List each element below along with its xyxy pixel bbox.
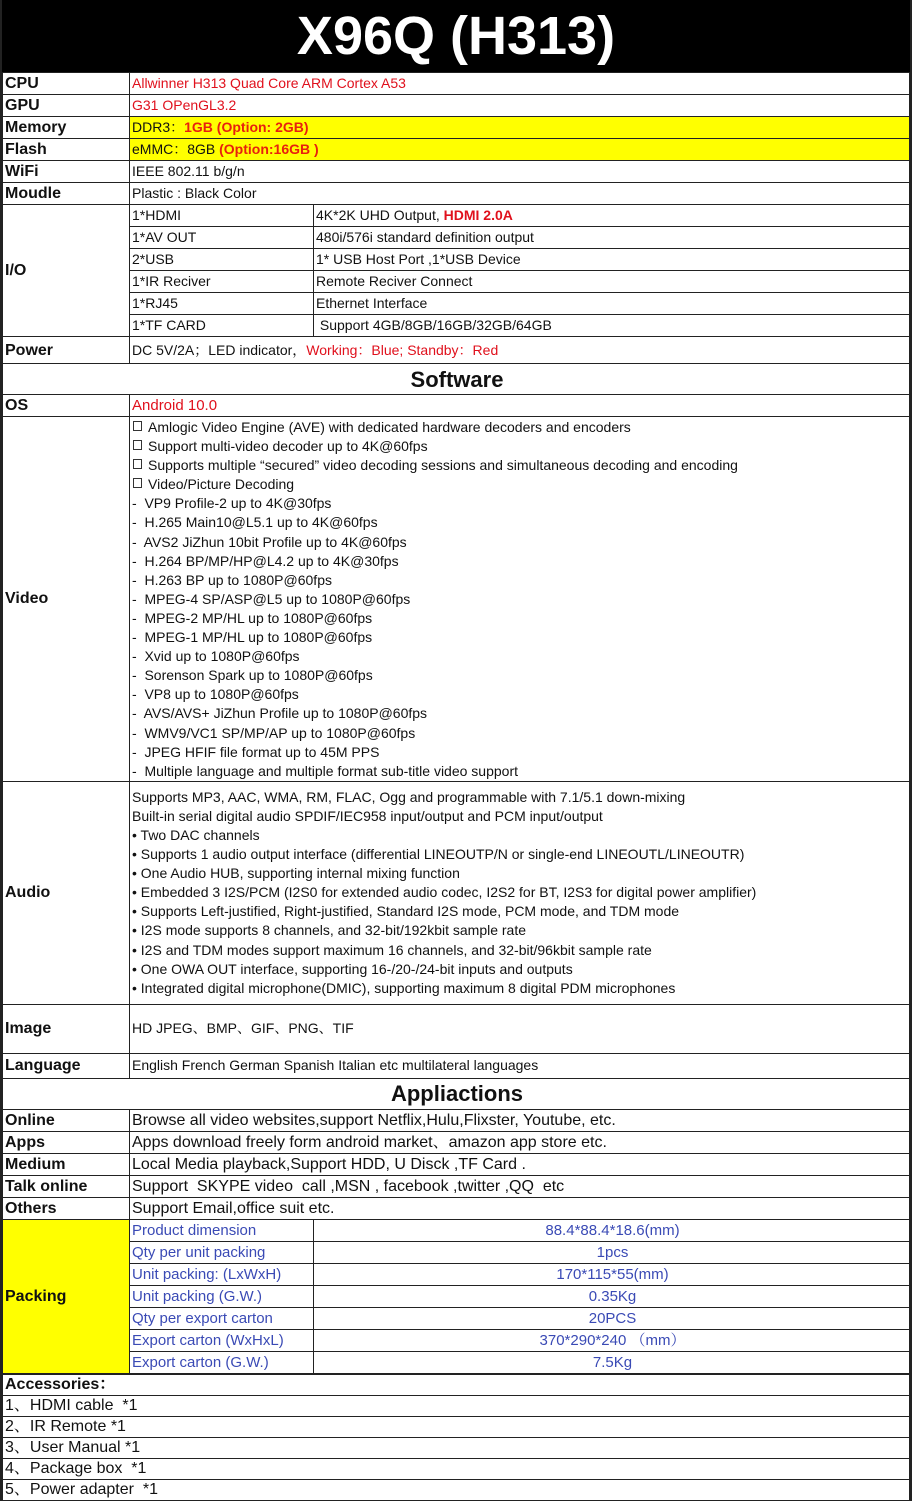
accessory-item-text: 2、IR Remote *1 <box>3 1416 910 1437</box>
video-feature-item: - H.265 Main10@L5.1 up to 4K@60fps <box>132 514 378 531</box>
flash-prefix: eMMC：8GB <box>132 141 220 157</box>
io-port: 1*TF CARD <box>130 315 314 337</box>
hardware-table <box>2 72 910 1374</box>
language-value: English French German Spanish Italian etc multilateral languages <box>130 1053 910 1078</box>
app-row <box>3 1175 910 1197</box>
flash-label: Flash <box>3 139 130 161</box>
accessories-heading-row <box>3 1374 910 1395</box>
app-value: Browse all video websites,support Netflix,Hulu,Flixster, Youtube, etc. <box>130 1109 910 1131</box>
image-value: HD JPEG、BMP、GIF、PNG、TIF <box>130 1004 910 1053</box>
power-value <box>130 337 910 364</box>
video-feature-item: - VP9 Profile-2 up to 4K@30fps <box>132 495 332 512</box>
dash-marker: - <box>132 609 145 626</box>
dash-marker: - <box>132 629 145 646</box>
page-title: X96Q (H313) <box>2 0 910 72</box>
packing-value: 88.4*88.4*18.6(mm) <box>314 1219 910 1241</box>
io-port: 1*HDMI <box>130 205 314 227</box>
packing-value: 0.35Kg <box>314 1285 910 1307</box>
memory-row <box>3 117 910 139</box>
cpu-label: CPU <box>3 73 130 95</box>
packing-key: Export carton (G.W.) <box>130 1351 314 1373</box>
wifi-value: IEEE 802.11 b/g/n <box>130 161 910 183</box>
io-desc: Remote Reciver Connect <box>314 271 910 293</box>
video-label: Video <box>3 417 130 782</box>
audio-feature-item: • Supports Left-justified, Right-justified, Standard I2S mode, PCM mode, and TDM mode <box>132 903 680 920</box>
gpu-label: GPU <box>3 95 130 117</box>
dash-marker: - <box>132 743 145 760</box>
cpu-row <box>3 73 910 95</box>
io-row <box>3 271 910 293</box>
packing-row <box>3 1351 910 1373</box>
video-feature-item: Support multi-video decoder up to 4K@60fps <box>132 437 909 456</box>
app-value: Support SKYPE video call ,MSN , facebook ,twitter ,QQ etc <box>130 1175 910 1197</box>
dash-marker: - <box>132 667 145 684</box>
cpu-value: Allwinner H313 Quad Core ARM Cortex A53 <box>130 73 910 95</box>
io-label: I/O <box>3 205 130 337</box>
moudle-value: Plastic : Black Color <box>130 183 910 205</box>
app-row <box>3 1197 910 1219</box>
accessory-item <box>3 1479 910 1500</box>
video-row <box>3 417 910 782</box>
software-heading-row <box>3 364 910 395</box>
video-feature-item: - Sorenson Spark up to 1080P@60fps <box>132 667 373 684</box>
accessory-item-text: 5、Power adapter *1 <box>3 1479 910 1500</box>
io-desc: 480i/576i standard definition output <box>314 227 910 249</box>
video-feature-item: - Multiple language and multiple format sub-title video support <box>132 762 518 779</box>
io-desc: Support 4GB/8GB/16GB/32GB/64GB <box>314 315 910 337</box>
dash-marker: - <box>132 705 144 722</box>
video-feature-item: - WMV9/VC1 SP/MP/AP up to 1080P@60fps <box>132 724 416 741</box>
memory-option: 1GB (Option: 2GB) <box>184 119 309 135</box>
dash-marker: - <box>132 571 145 588</box>
io-port: 1*RJ45 <box>130 293 314 315</box>
audio-label: Audio <box>3 781 130 1004</box>
audio-feature-item: • One Audio HUB, supporting internal mixing function <box>132 865 460 882</box>
accessory-item-text: 3、User Manual *1 <box>3 1437 910 1458</box>
app-value: Local Media playback,Support HDD, U Disck ,TF Card . <box>130 1153 910 1175</box>
audio-feature-item: • One OWA OUT interface, supporting 16-/20-/24-bit inputs and outputs <box>132 960 573 977</box>
video-feature-item: - VP8 up to 1080P@60fps <box>132 686 299 703</box>
io-row <box>3 227 910 249</box>
app-value: Apps download freely form android market、amazon app store etc. <box>130 1131 910 1153</box>
video-feature-item: Supports multiple “secured” video decoding sessions and simultaneous decoding and encoding <box>132 456 909 475</box>
io-port: 1*IR Reciver <box>130 271 314 293</box>
os-row <box>3 395 910 417</box>
image-row <box>3 1004 910 1053</box>
io-desc <box>314 205 910 227</box>
applications-heading: Appliactions <box>3 1078 910 1109</box>
packing-key: Qty per export carton <box>130 1307 314 1329</box>
packing-key: Unit packing (G.W.) <box>130 1285 314 1307</box>
app-label: Apps <box>3 1131 130 1153</box>
io-desc: 1* USB Host Port ,1*USB Device <box>314 249 910 271</box>
accessory-item <box>3 1437 910 1458</box>
dash-marker: - <box>132 514 145 531</box>
video-feature-item: Video/Picture Decoding <box>132 475 909 494</box>
memory-value <box>130 117 910 139</box>
software-heading: Software <box>3 364 910 395</box>
os-value: Android 10.0 <box>130 395 910 417</box>
audio-feature-item: Built-in serial digital audio SPDIF/IEC958 input/output and PCM input/output <box>132 807 603 824</box>
packing-row <box>3 1241 910 1263</box>
packing-row <box>3 1285 910 1307</box>
flash-row <box>3 139 910 161</box>
dash-marker: - <box>132 495 145 512</box>
audio-row <box>3 781 910 1004</box>
video-feature-item: - MPEG-2 MP/HL up to 1080P@60fps <box>132 609 373 626</box>
packing-key: Unit packing: (LxWxH) <box>130 1263 314 1285</box>
packing-row <box>3 1329 910 1351</box>
os-label: OS <box>3 395 130 417</box>
led-status: Working：Blue; Standby：Red <box>306 341 499 358</box>
audio-feature-list <box>132 788 909 998</box>
packing-label: Packing <box>3 1219 130 1373</box>
packing-value: 370*290*240 （mm） <box>314 1329 910 1351</box>
app-label: Online <box>3 1109 130 1131</box>
app-row <box>3 1131 910 1153</box>
io-row <box>3 315 910 337</box>
app-label: Medium <box>3 1153 130 1175</box>
packing-key: Qty per unit packing <box>130 1241 314 1263</box>
accessory-item-text: 4、Package box *1 <box>3 1458 910 1479</box>
wifi-row <box>3 161 910 183</box>
video-feature-item: - JPEG HFIF file format up to 45M PPS <box>132 743 380 760</box>
dash-marker: - <box>132 552 145 569</box>
app-label: Others <box>3 1197 130 1219</box>
io-row <box>3 205 910 227</box>
hdmi-version: HDMI 2.0A <box>443 207 513 223</box>
gpu-row <box>3 95 910 117</box>
dash-marker: - <box>132 724 145 741</box>
audio-feature-item: • Integrated digital microphone(DMIC), supporting maximum 8 digital PDM microphones <box>132 979 676 996</box>
memory-prefix: DDR3： <box>132 119 185 135</box>
image-label: Image <box>3 1004 130 1053</box>
app-label: Talk online <box>3 1175 130 1197</box>
packing-row <box>3 1219 910 1241</box>
video-feature-item: - H.264 BP/MP/HP@L4.2 up to 4K@30fps <box>132 552 399 569</box>
wifi-label: WiFi <box>3 161 130 183</box>
language-row <box>3 1053 910 1078</box>
checkbox-square-icon <box>133 440 142 450</box>
moudle-label: Moudle <box>3 183 130 205</box>
video-feature-item: - AVS2 JiZhun 10bit Profile up to 4K@60fps <box>132 533 407 550</box>
language-label: Language <box>3 1053 130 1078</box>
memory-label: Memory <box>3 117 130 139</box>
power-label: Power <box>3 337 130 364</box>
checkbox-square-icon <box>133 421 142 431</box>
audio-feature-item: • Supports 1 audio output interface (differential LINEOUTP/N or single-end LINEOUTL/LINEOUTR) <box>132 846 745 863</box>
video-feature-list <box>132 418 909 781</box>
packing-key: Export carton (WxHxL) <box>130 1329 314 1351</box>
app-row <box>3 1109 910 1131</box>
audio-feature-item: • I2S mode supports 8 channels, and 32-bit/192kbit sample rate <box>132 922 527 939</box>
power-row <box>3 337 910 364</box>
accessory-item <box>3 1458 910 1479</box>
accessories-heading: Accessories： <box>3 1374 910 1395</box>
packing-key: Product dimension <box>130 1219 314 1241</box>
accessory-item <box>3 1416 910 1437</box>
io-row <box>3 293 910 315</box>
video-feature-item: Amlogic Video Engine (AVE) with dedicated hardware decoders and encoders <box>132 418 909 437</box>
io-row <box>3 249 910 271</box>
dash-marker: - <box>132 648 145 665</box>
video-feature-item: - H.263 BP up to 1080P@60fps <box>132 571 332 588</box>
accessory-item-text: 1、HDMI cable *1 <box>3 1395 910 1416</box>
packing-value: 170*115*55(mm) <box>314 1263 910 1285</box>
io-port: 1*AV OUT <box>130 227 314 249</box>
video-feature-item: - MPEG-1 MP/HL up to 1080P@60fps <box>132 629 373 646</box>
audio-features <box>130 781 910 1004</box>
dash-marker: - <box>132 590 145 607</box>
io-desc-text: 4K*2K UHD Output, <box>316 207 444 223</box>
flash-value <box>130 139 910 161</box>
accessory-item <box>3 1395 910 1416</box>
power-prefix: DC 5V/2A；LED indicator， <box>132 341 307 358</box>
packing-row <box>3 1307 910 1329</box>
audio-feature-item: • Embedded 3 I2S/PCM (I2S0 for extended audio codec, I2S2 for BT, I2S3 for digital power amplifier) <box>132 884 757 901</box>
packing-row <box>3 1263 910 1285</box>
packing-value: 1pcs <box>314 1241 910 1263</box>
moudle-row <box>3 183 910 205</box>
flash-option: (Option:16GB ) <box>219 141 319 157</box>
io-port: 2*USB <box>130 249 314 271</box>
gpu-value: G31 OPenGL3.2 <box>130 95 910 117</box>
audio-feature-item: Supports MP3, AAC, WMA, RM, FLAC, Ogg and programmable with 7.1/5.1 down-mixing <box>132 788 686 805</box>
audio-feature-item: • Two DAC channels <box>132 826 260 843</box>
packing-value: 20PCS <box>314 1307 910 1329</box>
io-desc: Ethernet Interface <box>314 293 910 315</box>
app-row <box>3 1153 910 1175</box>
video-feature-item: - MPEG-4 SP/ASP@L5 up to 1080P@60fps <box>132 590 411 607</box>
applications-heading-row <box>3 1078 910 1109</box>
video-feature-item: - Xvid up to 1080P@60fps <box>132 648 300 665</box>
accessories-table <box>2 1374 910 1501</box>
video-features <box>130 417 910 782</box>
video-feature-item: - AVS/AVS+ JiZhun Profile up to 1080P@60fps <box>132 705 428 722</box>
checkbox-square-icon <box>133 478 142 488</box>
dash-marker: - <box>132 533 144 550</box>
app-value: Support Email,office suit etc. <box>130 1197 910 1219</box>
checkbox-square-icon <box>133 459 142 469</box>
dash-marker: - <box>132 762 145 779</box>
dash-marker: - <box>132 686 145 703</box>
packing-value: 7.5Kg <box>314 1351 910 1373</box>
audio-feature-item: • I2S and TDM modes support maximum 16 channels, and 32-bit/96kbit sample rate <box>132 941 652 958</box>
